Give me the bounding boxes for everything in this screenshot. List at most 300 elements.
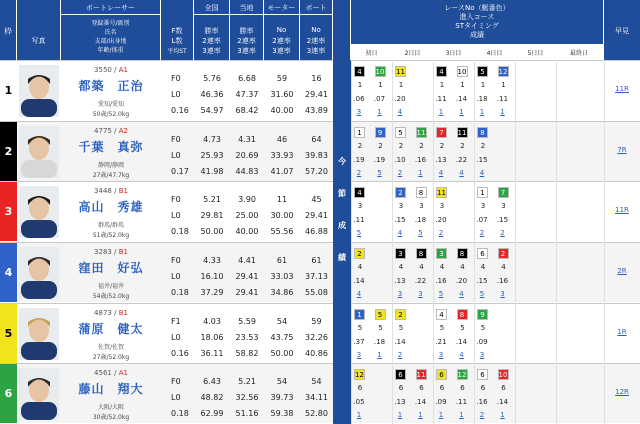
- boa-column: [300, 182, 333, 241]
- mot-column: [264, 182, 300, 241]
- course-cell: 3: [357, 202, 363, 211]
- racer-photo: [19, 186, 59, 238]
- fls-value: F1: [171, 316, 181, 326]
- race-no-cell[interactable]: 7: [498, 187, 509, 198]
- fls-value: L0: [171, 272, 181, 281]
- yoso-link[interactable]: 1R: [617, 327, 627, 336]
- result-cell[interactable]: 3: [500, 290, 505, 298]
- day-divider: [515, 60, 516, 424]
- result-cell[interactable]: 5: [438, 290, 444, 298]
- race-no-cell[interactable]: 4: [436, 309, 447, 320]
- race-no-cell[interactable]: 11: [416, 371, 426, 380]
- motor-value: 54: [276, 377, 288, 387]
- result-cell[interactable]: 5: [479, 290, 485, 298]
- course-cell: 6: [357, 384, 363, 393]
- fls-column: [161, 182, 194, 241]
- yoso-link[interactable]: 11R: [615, 85, 629, 93]
- result-cell[interactable]: 5: [356, 229, 362, 238]
- race-no-cell[interactable]: 1: [354, 127, 365, 138]
- racer-reg-number: 4873: [94, 308, 112, 317]
- boat-value: 54: [311, 377, 322, 387]
- zenkoku-value: 37.29: [200, 288, 224, 297]
- st-cell: .07: [373, 95, 386, 103]
- header-racer-sub: 年齢/体重: [97, 47, 124, 54]
- st-cell: .21: [435, 337, 447, 346]
- result-cell[interactable]: 1: [418, 411, 423, 420]
- touchi-value: 6.68: [238, 74, 256, 83]
- header-racer-title: ボートレーサー: [86, 4, 135, 12]
- course-cell: 2: [398, 141, 404, 150]
- race-history-row: [351, 242, 640, 302]
- racer-class: B1: [118, 308, 128, 317]
- boa-column: [300, 122, 333, 181]
- fls-value: L0: [171, 332, 181, 342]
- st-cell: .20: [394, 95, 406, 103]
- touchi-value: 5.21: [238, 377, 256, 387]
- result-cell[interactable]: 3: [479, 350, 485, 359]
- touchi-value: 23.53: [235, 332, 259, 342]
- waku-number: 5: [0, 304, 17, 363]
- course-cell: 2: [419, 141, 424, 150]
- result-cell[interactable]: 2: [500, 229, 505, 238]
- race-no-cell[interactable]: 10: [498, 371, 508, 380]
- racer-photo: [19, 308, 59, 360]
- course-cell: 3: [398, 202, 404, 211]
- course-cell: 6: [419, 384, 424, 393]
- racer-class: B1: [118, 248, 128, 256]
- header-boat-sub: No: [311, 26, 321, 34]
- result-cell[interactable]: 2: [397, 350, 403, 359]
- racer-info: [61, 364, 161, 423]
- course-cell: 1: [501, 81, 506, 89]
- st-cell: .14: [455, 95, 468, 103]
- racer-age-weight: 54歳/52.0kg: [92, 293, 130, 300]
- course-cell: 5: [460, 323, 465, 332]
- kon-setsu-char: 成: [338, 221, 346, 230]
- race-no-cell[interactable]: 2: [498, 248, 509, 259]
- fls-value: L0: [171, 150, 181, 160]
- racer-name[interactable]: 都築 正治: [78, 79, 144, 93]
- race-no-cell[interactable]: 11: [416, 128, 426, 137]
- race-no-cell[interactable]: 4: [354, 187, 365, 198]
- boat-value: 64: [311, 134, 322, 144]
- racer-age-weight: 27歳/47.7kg: [92, 171, 130, 179]
- race-no-cell[interactable]: 6: [477, 248, 488, 259]
- race-no-cell[interactable]: 6: [395, 369, 406, 380]
- course-cell: 4: [480, 263, 486, 271]
- header-kon-setsu: [351, 0, 604, 60]
- race-no-cell[interactable]: 3: [436, 248, 447, 259]
- result-cell[interactable]: 1: [459, 411, 464, 420]
- boat-value: 29.41: [305, 90, 328, 99]
- motor-value: 59: [276, 74, 288, 83]
- course-cell: 2: [378, 141, 383, 150]
- racer-age-weight: 27歳/52.0kg: [92, 353, 130, 361]
- racer-row: [0, 60, 333, 120]
- header-touchi-sub: 3連率: [237, 47, 256, 55]
- boa-column: [300, 61, 333, 120]
- header-flst-sub: F数: [171, 27, 183, 35]
- header-boat-sub: 3連率: [306, 47, 326, 55]
- race-no-cell[interactable]: 11: [396, 68, 405, 76]
- race-no-cell[interactable]: 1: [477, 187, 488, 198]
- course-cell: 3: [480, 202, 486, 211]
- race-no-cell[interactable]: 8: [457, 309, 468, 320]
- race-no-cell[interactable]: 8: [416, 248, 427, 259]
- result-cell[interactable]: 4: [459, 290, 464, 298]
- race-no-cell[interactable]: 2: [354, 248, 365, 259]
- boa-column: [300, 304, 333, 363]
- header-motor-sub: No: [276, 26, 287, 34]
- waku-number: 6: [0, 364, 17, 423]
- race-no-cell[interactable]: 3: [395, 248, 406, 259]
- header-touchi-sub: 2連率: [237, 37, 256, 45]
- mot-column: [264, 122, 300, 181]
- boat-value: 59: [311, 316, 322, 326]
- race-no-cell[interactable]: 9: [375, 127, 386, 138]
- waku-number: 2: [0, 122, 17, 181]
- racer-name[interactable]: 蒲原 健太: [78, 321, 144, 336]
- racer-info: [61, 304, 161, 363]
- header-yoso: [604, 0, 640, 60]
- header-touchi: [230, 0, 264, 60]
- boat-value: 57.20: [305, 166, 328, 176]
- header-right-title: STタイミング: [455, 22, 499, 30]
- racer-row: [0, 363, 333, 423]
- touchi-value: 32.56: [235, 393, 259, 403]
- motor-value: 50.00: [270, 348, 294, 358]
- day-divider: [392, 60, 393, 424]
- result-cell[interactable]: 2: [397, 168, 403, 177]
- boat-value: 16: [311, 74, 322, 83]
- result-cell[interactable]: 1: [479, 108, 485, 116]
- racer-reg: 3283 / B1: [94, 248, 128, 256]
- race-no-cell[interactable]: 2: [395, 309, 406, 320]
- racer-row: [0, 242, 333, 302]
- touchi-value: 20.69: [235, 150, 259, 160]
- zenkoku-value: 50.00: [200, 227, 224, 237]
- course-cell: 4: [357, 263, 363, 271]
- header-zenkoku-sub: 2連率: [202, 37, 221, 45]
- tou-column: [230, 122, 264, 181]
- st-cell: .20: [435, 216, 447, 225]
- race-no-cell[interactable]: 2: [395, 187, 406, 198]
- motor-value: 34.86: [270, 288, 294, 297]
- course-cell: 4: [460, 263, 465, 271]
- racer-info: [61, 61, 161, 120]
- result-cell[interactable]: 4: [459, 168, 464, 177]
- header-racer: [61, 0, 161, 60]
- race-no-cell[interactable]: 8: [477, 127, 488, 138]
- race-no-cell[interactable]: 4: [436, 66, 447, 77]
- st-cell: .37: [353, 337, 365, 346]
- racer-reg: 4873 / B1: [94, 308, 128, 317]
- race-no-cell[interactable]: 10: [457, 68, 467, 76]
- st-cell: .11: [455, 398, 468, 407]
- racer-branch: 静岡/静岡: [97, 161, 125, 169]
- st-cell: .14: [496, 398, 509, 407]
- motor-value: 54: [276, 316, 288, 326]
- st-cell: .11: [435, 95, 447, 103]
- racer-row: [0, 181, 333, 241]
- st-cell: .11: [496, 95, 509, 103]
- zenkoku-value: 41.98: [200, 166, 224, 176]
- st-cell: .16: [496, 277, 509, 285]
- zenkoku-value: 6.43: [203, 377, 221, 387]
- header-racer-sub: 氏名: [104, 29, 117, 36]
- mot-column: [264, 243, 300, 302]
- kon-setsu-char: 節: [338, 189, 346, 198]
- course-cell: 5: [378, 323, 383, 332]
- result-cell[interactable]: 1: [438, 411, 444, 420]
- header-boat-sub: 2連率: [306, 37, 326, 45]
- result-cell[interactable]: 1: [377, 108, 382, 116]
- result-cell[interactable]: 4: [356, 290, 362, 298]
- race-history-row: [351, 303, 640, 363]
- tou-column: [230, 182, 264, 241]
- touchi-value: 51.16: [235, 409, 259, 419]
- result-cell[interactable]: 1: [377, 350, 382, 359]
- kon-setsu-char: 今: [338, 157, 346, 166]
- race-no-cell[interactable]: 1: [354, 309, 365, 320]
- touchi-value: 44.83: [235, 166, 259, 176]
- header-motor-sub: 2連率: [272, 37, 291, 45]
- race-no-cell[interactable]: 4: [354, 66, 365, 77]
- course-cell: 6: [480, 384, 486, 393]
- course-cell: 3: [419, 202, 424, 211]
- boat-value: 55.08: [305, 288, 328, 297]
- result-cell[interactable]: 2: [479, 229, 485, 238]
- racer-branch: 福井/福井: [97, 283, 125, 290]
- yoso-link[interactable]: 7R: [617, 145, 627, 154]
- motor-value: 11: [276, 195, 288, 205]
- st-cell: .09: [435, 398, 447, 407]
- race-no-cell[interactable]: 5: [477, 66, 488, 77]
- fls-value: L0: [171, 211, 181, 221]
- race-no-cell[interactable]: 12: [498, 68, 508, 76]
- touchi-value: 68.42: [235, 106, 259, 115]
- result-cell[interactable]: 4: [459, 350, 464, 359]
- st-cell: .18: [414, 216, 427, 225]
- zenkoku-value: 29.81: [200, 211, 224, 221]
- fls-column: [161, 364, 194, 423]
- racer-row: [0, 121, 333, 181]
- boat-value: 52.80: [305, 409, 328, 419]
- result-cell[interactable]: 4: [438, 168, 444, 177]
- st-cell: .15: [476, 277, 488, 285]
- kon-setsu-char: 績: [338, 253, 346, 262]
- fls-value: 0.18: [171, 227, 189, 237]
- race-no-cell[interactable]: 6: [436, 369, 447, 380]
- result-cell[interactable]: 1: [500, 108, 505, 116]
- mot-column: [264, 61, 300, 120]
- yoso-link[interactable]: 12R: [615, 388, 629, 397]
- course-cell: 1: [398, 81, 404, 89]
- race-no-cell[interactable]: 5: [395, 127, 406, 138]
- course-cell: 2: [480, 141, 486, 150]
- racer-name[interactable]: 高山 秀雄: [78, 200, 144, 215]
- header-motor: [264, 0, 300, 60]
- touchi-value: 58.82: [235, 348, 259, 358]
- result-cell[interactable]: 3: [438, 350, 444, 359]
- racer-name[interactable]: 藤山 翔大: [78, 382, 144, 397]
- racer-info: [61, 182, 161, 241]
- result-cell[interactable]: 5: [418, 229, 423, 238]
- racer-photo-frame: [19, 126, 59, 178]
- header-zenkoku-title: 全国: [204, 4, 219, 12]
- fls-value: 0.16: [171, 348, 189, 358]
- result-cell[interactable]: 1: [459, 108, 464, 116]
- result-cell[interactable]: 1: [418, 168, 423, 177]
- touchi-value: 4.31: [238, 134, 256, 144]
- result-cell[interactable]: 2: [438, 229, 444, 238]
- racer-class: A1: [118, 369, 128, 378]
- zenkoku-value: 54.97: [200, 106, 224, 115]
- day-divider: [604, 60, 605, 424]
- header-motor-sub: 3連率: [272, 47, 291, 55]
- tou-column: [230, 243, 264, 302]
- race-no-cell[interactable]: 11: [457, 128, 467, 137]
- fls-value: L0: [171, 393, 181, 403]
- tou-column: [230, 304, 264, 363]
- header-boat-title: ボート: [305, 4, 327, 12]
- motor-value: 31.60: [270, 90, 294, 99]
- racer-photo: [19, 126, 59, 178]
- day-label: 4日目: [486, 50, 503, 57]
- zenkoku-value: 4.73: [203, 134, 221, 144]
- result-cell[interactable]: 1: [500, 411, 505, 420]
- motor-value: 43.75: [270, 332, 294, 342]
- course-cell: 2: [439, 141, 445, 150]
- race-no-cell[interactable]: 7: [436, 127, 447, 138]
- zenkoku-value: 16.10: [200, 272, 224, 281]
- yoso-link[interactable]: 11R: [615, 206, 629, 215]
- result-cell[interactable]: 1: [397, 411, 403, 420]
- result-cell[interactable]: 3: [397, 290, 403, 298]
- header-blank: [333, 0, 351, 60]
- fls-value: F0: [171, 377, 181, 387]
- kon-setsu-band: [333, 60, 351, 424]
- zen-column: [194, 182, 230, 241]
- header-zenkoku-sub: 3連率: [202, 47, 221, 55]
- race-no-cell[interactable]: 12: [355, 371, 364, 380]
- boat-value: 32.26: [305, 332, 328, 342]
- race-no-cell[interactable]: 11: [437, 189, 446, 198]
- motor-value: 41.07: [270, 166, 294, 176]
- st-cell: .14: [353, 277, 365, 285]
- st-cell: .13: [394, 277, 406, 285]
- result-cell[interactable]: 4: [397, 108, 403, 116]
- zen-column: [194, 61, 230, 120]
- day-label: 5日目: [527, 50, 544, 57]
- racer-name[interactable]: 窪田 好弘: [78, 261, 144, 275]
- touchi-value: 29.41: [235, 288, 259, 297]
- race-no-cell[interactable]: 12: [457, 371, 467, 380]
- racer-photo-frame: [19, 65, 59, 117]
- result-cell[interactable]: 1: [356, 411, 362, 420]
- result-cell[interactable]: 5: [377, 168, 382, 177]
- touchi-value: 3.90: [238, 195, 256, 205]
- motor-value: 30.00: [270, 211, 294, 221]
- race-no-cell[interactable]: 8: [457, 248, 468, 259]
- st-cell: .22: [414, 277, 427, 285]
- race-no-cell[interactable]: 8: [416, 187, 427, 198]
- zenkoku-value: 36.11: [200, 348, 224, 358]
- day-label: 最終日: [569, 50, 588, 57]
- racer-reg: 3448 / B1: [94, 187, 128, 196]
- header-flst: [161, 0, 194, 60]
- st-cell: .09: [476, 337, 488, 346]
- result-cell[interactable]: 3: [418, 290, 423, 298]
- st-cell: .13: [394, 398, 406, 407]
- day-label: 初日: [365, 50, 378, 57]
- result-cell[interactable]: 3: [356, 108, 362, 116]
- race-no-cell[interactable]: 6: [477, 369, 488, 380]
- racer-class: A2: [118, 126, 128, 135]
- fls-value: 0.18: [171, 409, 189, 419]
- yoso-link[interactable]: 2R: [617, 267, 627, 275]
- st-cell: .19: [373, 155, 386, 164]
- course-cell: 4: [439, 263, 445, 271]
- racer-branch: 群馬/群馬: [97, 222, 125, 230]
- zenkoku-value: 48.82: [200, 393, 224, 403]
- header-waku-label: 枠: [4, 27, 12, 36]
- race-no-cell[interactable]: 10: [375, 68, 385, 76]
- race-no-cell[interactable]: 9: [477, 309, 488, 320]
- racer-age-weight: 50歳/52.0kg: [92, 111, 130, 118]
- motor-value: 59.38: [270, 409, 294, 419]
- motor-value: 55.56: [270, 227, 294, 237]
- result-cell[interactable]: 1: [438, 108, 444, 116]
- zen-column: [194, 304, 230, 363]
- motor-value: 39.73: [270, 393, 294, 403]
- result-cell[interactable]: 2: [479, 411, 485, 420]
- result-cell[interactable]: 2: [356, 168, 362, 177]
- zenkoku-value: 46.36: [200, 90, 224, 99]
- course-cell: 1: [357, 81, 363, 89]
- course-cell: 6: [460, 384, 465, 393]
- zenkoku-value: 4.33: [203, 256, 221, 265]
- zenkoku-value: 62.99: [200, 409, 224, 419]
- racer-reg-number: 3448: [94, 187, 112, 196]
- course-cell: 3: [439, 202, 445, 211]
- boat-value: 61: [311, 256, 322, 265]
- st-cell: .05: [353, 398, 365, 407]
- header-motor-title: モーター: [267, 4, 296, 12]
- fls-value: 0.18: [171, 288, 189, 297]
- racer-row: [0, 303, 333, 363]
- course-cell: 6: [398, 384, 404, 393]
- course-cell: 1: [460, 81, 465, 89]
- race-no-cell[interactable]: 5: [375, 309, 386, 320]
- fls-column: [161, 304, 194, 363]
- fls-value: 0.16: [171, 106, 189, 115]
- zenkoku-value: 5.76: [203, 74, 221, 83]
- st-cell: .06: [353, 95, 365, 103]
- racer-photo-frame: [19, 368, 59, 420]
- day-divider: [556, 60, 557, 424]
- waku-number: 4: [0, 243, 17, 302]
- course-cell: 5: [398, 323, 404, 332]
- race-history-row: [351, 121, 640, 181]
- racer-name[interactable]: 千葉 真弥: [78, 139, 144, 154]
- result-cell[interactable]: 4: [397, 229, 403, 238]
- racer-photo: [19, 368, 59, 420]
- result-cell[interactable]: 3: [356, 350, 362, 359]
- result-cell[interactable]: 4: [479, 168, 485, 177]
- course-cell: 5: [439, 323, 445, 332]
- racer-reg-number: 3550: [94, 66, 112, 74]
